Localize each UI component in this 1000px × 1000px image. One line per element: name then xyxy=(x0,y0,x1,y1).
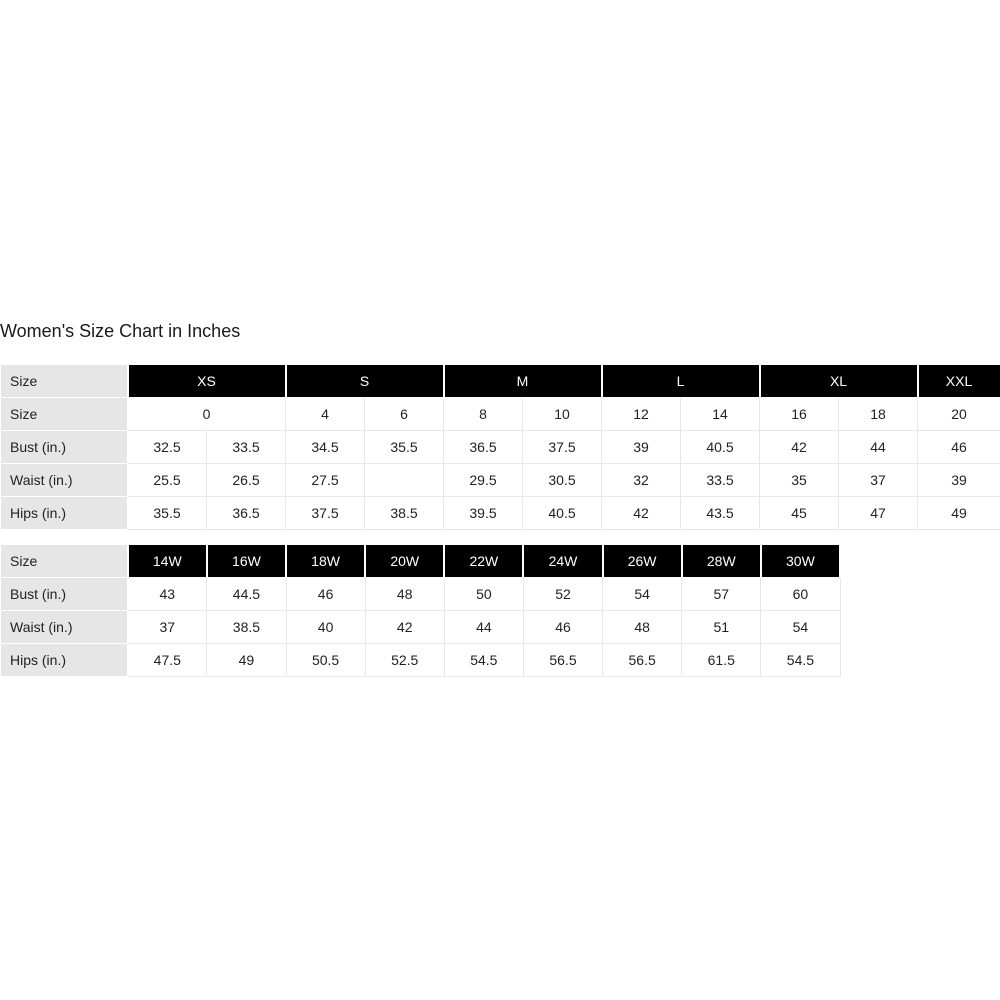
table-cell: 39 xyxy=(602,431,681,464)
plus-size-header: 28W xyxy=(682,545,761,578)
table-cell: 42 xyxy=(602,497,681,530)
table-cell: 29.5 xyxy=(444,464,523,497)
plus-size-header: 24W xyxy=(523,545,602,578)
table-cell: 32.5 xyxy=(128,431,207,464)
table-row xyxy=(1,611,841,644)
table-cell: 44 xyxy=(839,431,918,464)
table-cell: 44 xyxy=(444,611,523,644)
table-cell: 38.5 xyxy=(365,497,444,530)
table-cell: 39 xyxy=(918,464,1000,497)
table-cell: 33.5 xyxy=(681,464,760,497)
table-cell: 12 xyxy=(602,398,681,431)
table-cell: 43.5 xyxy=(681,497,760,530)
table-cell: 42 xyxy=(365,611,444,644)
table-row xyxy=(1,431,1000,464)
plus-size-header: 18W xyxy=(286,545,365,578)
table-cell: 37.5 xyxy=(286,497,365,530)
table-cell: 56.5 xyxy=(523,644,602,677)
table-cell: 27.5 xyxy=(286,464,365,497)
table-cell: 47.5 xyxy=(128,644,207,677)
row-label: Hips (in.) xyxy=(1,644,128,677)
row-label: Bust (in.) xyxy=(1,431,128,464)
table-cell: 4 xyxy=(286,398,365,431)
size-group-header: M xyxy=(444,365,602,398)
table-cell: 49 xyxy=(207,644,286,677)
table-cell: 60 xyxy=(761,578,840,611)
table-cell: 48 xyxy=(603,611,682,644)
table-cell: 57 xyxy=(682,578,761,611)
table-cell: 6 xyxy=(365,398,444,431)
table-cell: 43 xyxy=(128,578,207,611)
page-title: Women's Size Chart in Inches xyxy=(0,321,241,341)
plus-size-header-row xyxy=(1,545,841,578)
row-label: Size xyxy=(1,365,128,398)
table-cell: 46 xyxy=(286,578,365,611)
size-group-header: L xyxy=(602,365,760,398)
table-row xyxy=(1,497,1000,530)
row-label: Bust (in.) xyxy=(1,578,128,611)
table-cell: 35.5 xyxy=(128,497,207,530)
table-cell: 49 xyxy=(918,497,1000,530)
plus-size-header: 30W xyxy=(761,545,840,578)
table-cell: 10 xyxy=(523,398,602,431)
standard-size-table xyxy=(0,365,1000,530)
table-cell: 46 xyxy=(523,611,602,644)
table-cell: 52.5 xyxy=(365,644,444,677)
table-cell: 48 xyxy=(365,578,444,611)
size-group-header-row xyxy=(1,365,1000,398)
row-label: Size xyxy=(1,545,128,578)
table-cell: 40.5 xyxy=(681,431,760,464)
table-row xyxy=(1,464,1000,497)
plus-size-table xyxy=(0,545,841,677)
size-group-header: XL xyxy=(760,365,918,398)
table-cell: 44.5 xyxy=(207,578,286,611)
plus-size-header: 16W xyxy=(207,545,286,578)
size-group-header: XXL xyxy=(918,365,1000,398)
table-cell: 61.5 xyxy=(682,644,761,677)
table-cell: 47 xyxy=(839,497,918,530)
table-cell: 42 xyxy=(760,431,839,464)
table-cell: 26.5 xyxy=(207,464,286,497)
table-cell: 46 xyxy=(918,431,1000,464)
table-row xyxy=(1,644,841,677)
table-cell: 30.5 xyxy=(523,464,602,497)
size-group-header: S xyxy=(286,365,444,398)
table-cell: 54.5 xyxy=(444,644,523,677)
table-cell: 14 xyxy=(681,398,760,431)
size-group-header: XS xyxy=(128,365,286,398)
plus-size-header: 22W xyxy=(444,545,523,578)
table-cell: 32 xyxy=(602,464,681,497)
table-cell: 37 xyxy=(839,464,918,497)
table-cell: 36.5 xyxy=(207,497,286,530)
table-cell: 54 xyxy=(603,578,682,611)
table-cell: 51 xyxy=(682,611,761,644)
row-label: Hips (in.) xyxy=(1,497,128,530)
table-cell: 35.5 xyxy=(365,431,444,464)
table-cell: 18 xyxy=(839,398,918,431)
plus-size-header: 14W xyxy=(128,545,207,578)
table-cell: 34.5 xyxy=(286,431,365,464)
table-cell: 25.5 xyxy=(128,464,207,497)
table-cell: 39.5 xyxy=(444,497,523,530)
table-cell: 33.5 xyxy=(207,431,286,464)
row-label: Waist (in.) xyxy=(1,464,128,497)
table-cell: 40 xyxy=(286,611,365,644)
table-cell: 54.5 xyxy=(761,644,840,677)
plus-size-header: 20W xyxy=(365,545,444,578)
table-cell: 50 xyxy=(444,578,523,611)
table-cell: 8 xyxy=(444,398,523,431)
table-cell: 20 xyxy=(918,398,1000,431)
table-cell: 37 xyxy=(128,611,207,644)
table-cell: 54 xyxy=(761,611,840,644)
row-label: Size xyxy=(1,398,128,431)
table-row xyxy=(1,398,1000,431)
table-cell: 45 xyxy=(760,497,839,530)
table-cell: 56.5 xyxy=(603,644,682,677)
table-cell: 52 xyxy=(523,578,602,611)
table-cell: 40.5 xyxy=(523,497,602,530)
table-cell: 36.5 xyxy=(444,431,523,464)
table-cell: 37.5 xyxy=(523,431,602,464)
plus-size-header: 26W xyxy=(603,545,682,578)
table-cell: 16 xyxy=(760,398,839,431)
table-row xyxy=(1,578,841,611)
row-label: Waist (in.) xyxy=(1,611,128,644)
table-cell: 35 xyxy=(760,464,839,497)
table-cell: 50.5 xyxy=(286,644,365,677)
table-cell: 0 xyxy=(128,398,286,431)
table-cell xyxy=(365,464,444,497)
table-cell: 38.5 xyxy=(207,611,286,644)
